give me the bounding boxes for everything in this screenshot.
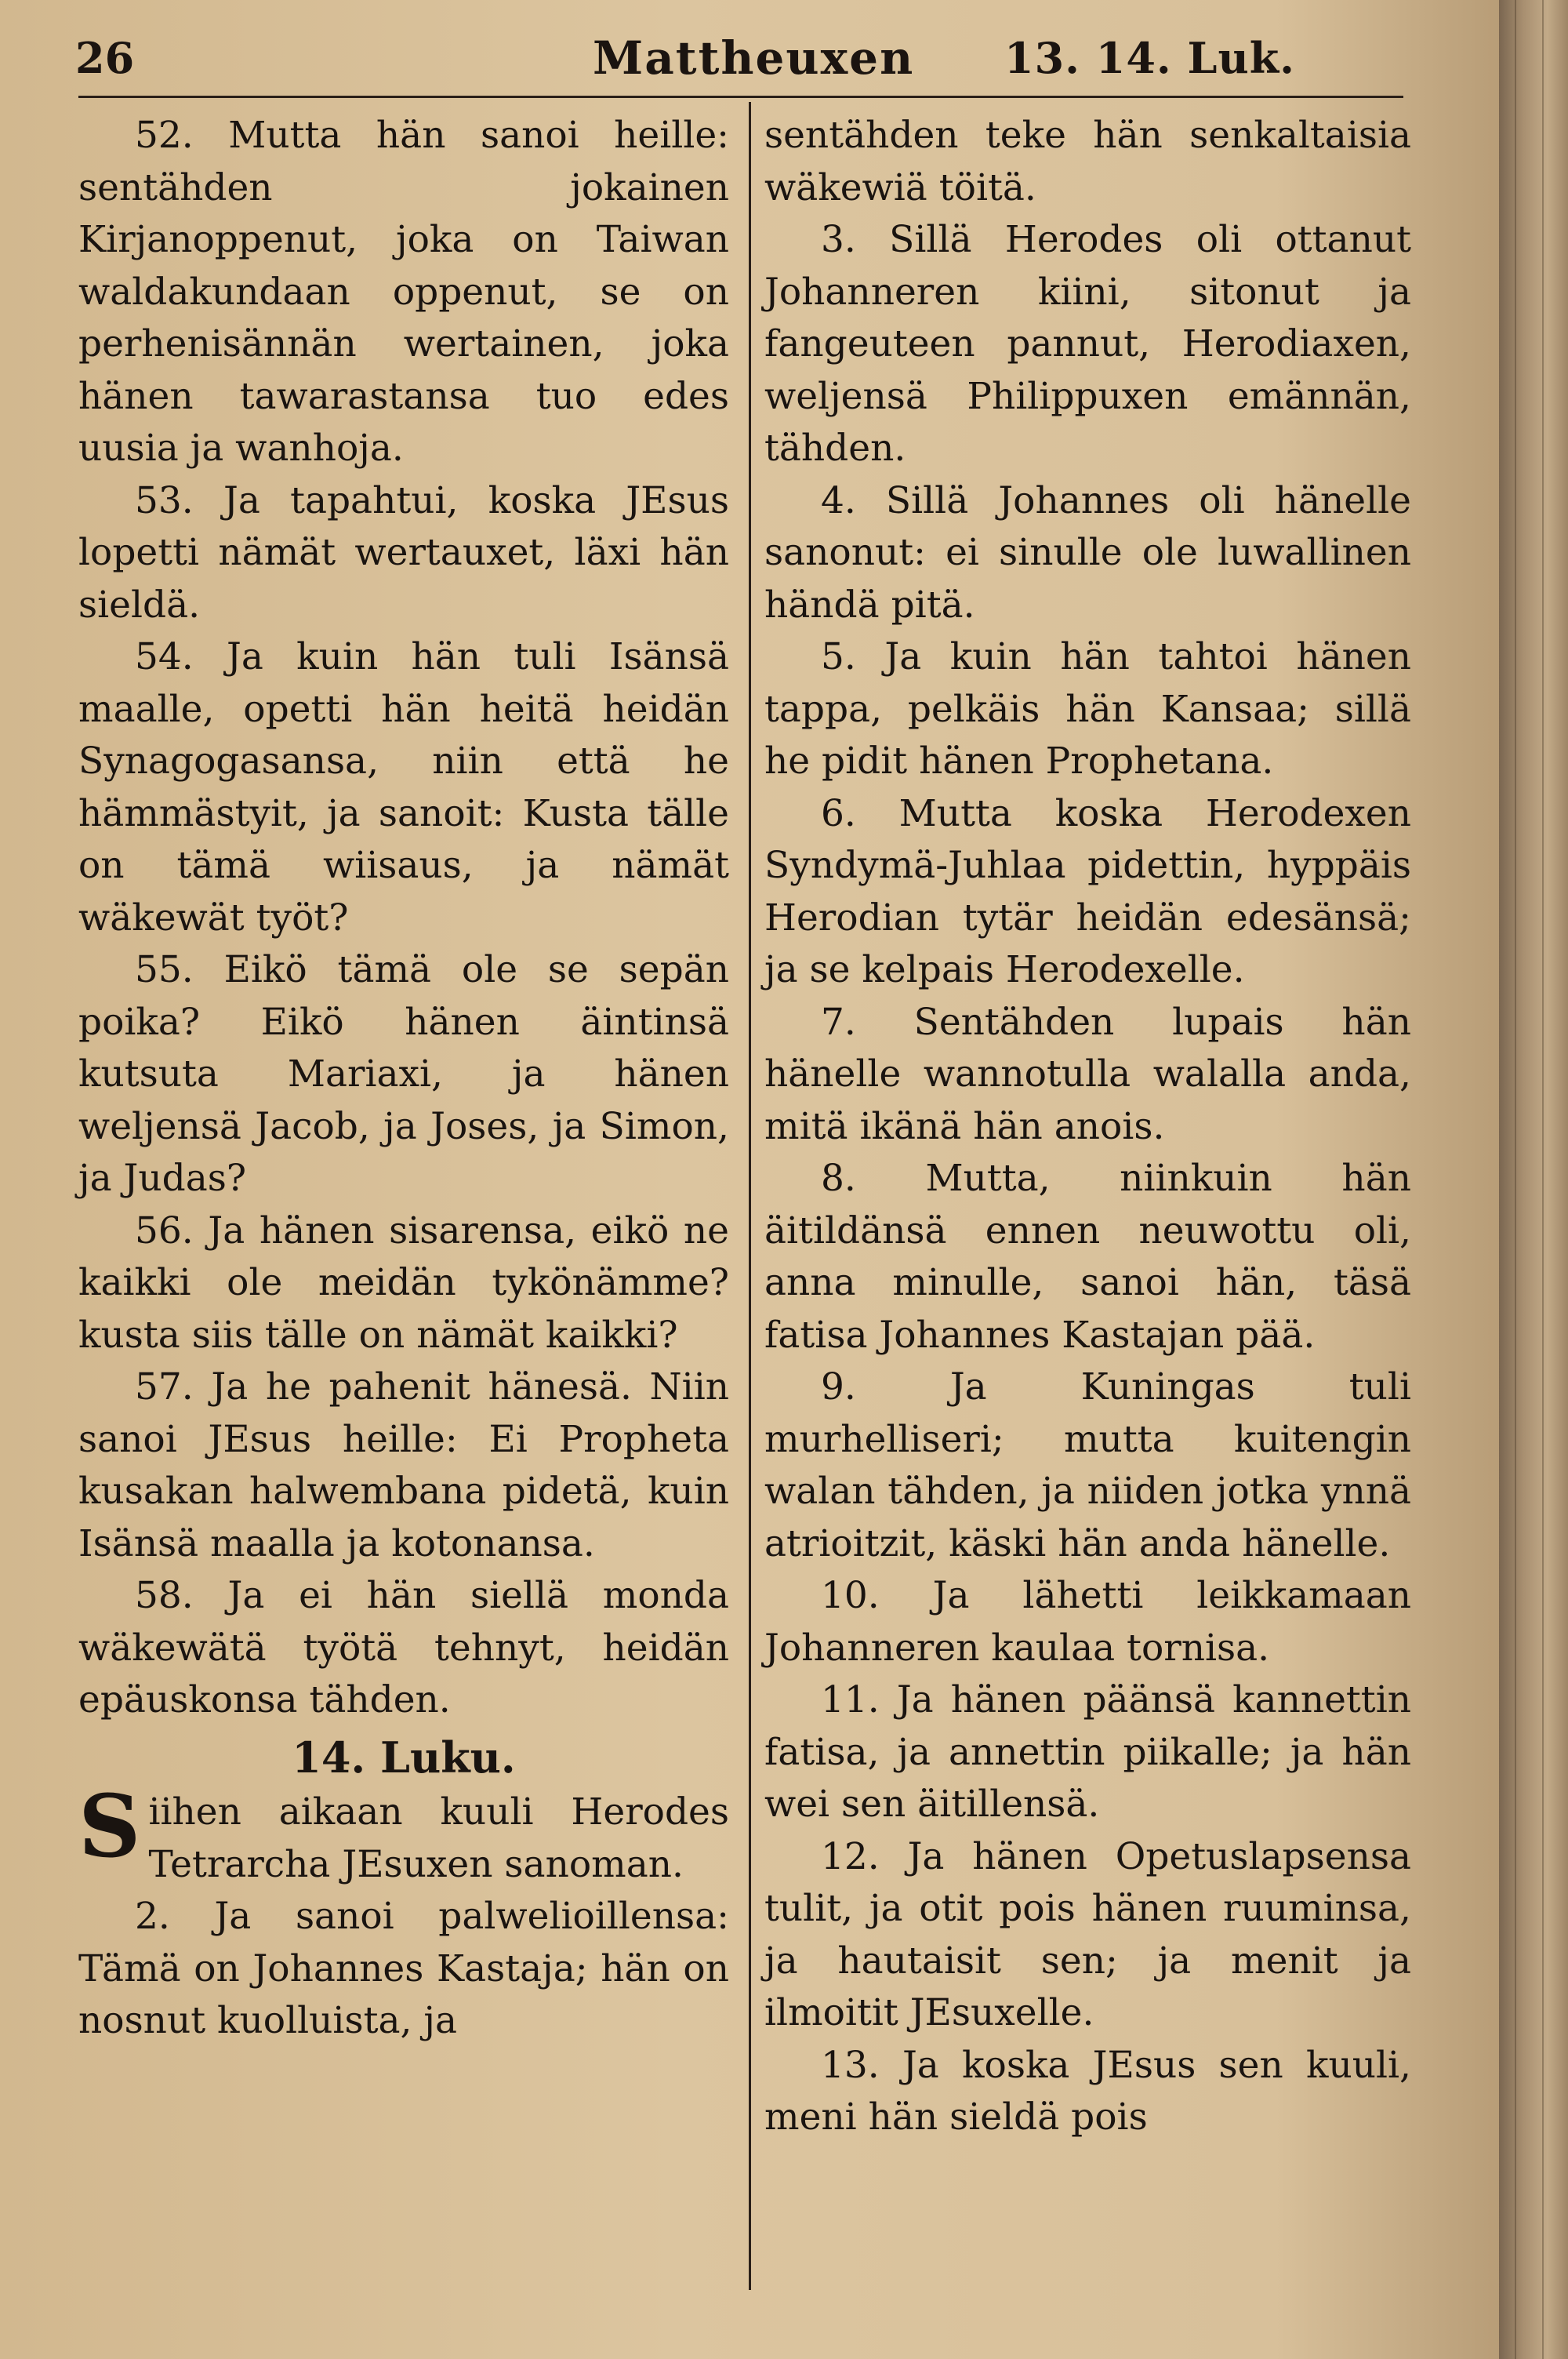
right-column: [764, 110, 1411, 2144]
chapter-opening: [78, 1776, 729, 1891]
verse: 52. Mutta hän sanoi heille: sentähden jokainen Kirjanoppenut, joka on Taiwan waldakundaan oppenut, se on perhenisännän wertainen, joka hänen tawarastansa tuo edes uusia ja wanhoja.: [78, 114, 729, 470]
left-column: [78, 110, 729, 2048]
verse: 4. Sillä Johannes oli hänelle sanonut: ei sinulle ole luwallinen händä pitä.: [764, 478, 1411, 627]
verse: 13. Ja koska JEsus sen kuuli, meni hän sieldä pois: [764, 2043, 1411, 2139]
header-rule: [78, 96, 1403, 98]
verse: 2. Ja sanoi palwelioillensa: Tämä on Johannes Kastaja; hän on nosnut kuolluista, ja: [78, 1895, 729, 2042]
drop-cap: S: [78, 1776, 141, 1877]
verse: 54. Ja kuin hän tuli Isänsä maalle, opetti hän heitä heidän Synagogasansa, niin että he hämmästyit, ja sanoit: Kusta tälle on tämä wiisaus, ja nämät wäkewät työt?: [78, 635, 729, 940]
verse: 5. Ja kuin hän tahtoi hänen tappa, pelkäis hän Kansaa; sillä he pidit hänen Prophetana.: [764, 635, 1411, 783]
verse: 7. Sentähden lupais hän hänelle wannotulla walalla anda, mitä ikänä hän anois.: [764, 1000, 1411, 1148]
verse: 10. Ja lähetti leikkamaan Johanneren kaulaa tornisa.: [764, 1574, 1411, 1670]
verse: 8. Mutta, niinkuin hän äitildänsä ennen neuwottu oli, anna minulle, sanoi hän, täsä fatisa Johannes Kastajan pää.: [764, 1157, 1411, 1357]
running-title: Mattheuxen: [593, 31, 915, 85]
verse: 9. Ja Kuningas tuli murhelliseri; mutta kuitengin walan tähden, ja niiden jotka ynnä atrioitzit, käski hän anda hänelle.: [764, 1365, 1411, 1565]
chapter-heading: 14. Luku.: [292, 1732, 516, 1783]
verse: 58. Ja ei hän siellä monda wäkewätä työtä tehnyt, heidän epäuskonsa tähden.: [78, 1574, 729, 1721]
column-divider: [749, 102, 751, 2290]
verse: 11. Ja hänen päänsä kannettin fatisa, ja annettin piikalle; ja hän wei sen äitillensä.: [764, 1678, 1411, 1826]
page-header: [75, 24, 1392, 86]
verse: 56. Ja hänen sisarensa, eikö ne kaikki ole meidän tykönämme? kusta siis tälle on nämät kaikki?: [78, 1209, 729, 1357]
verse: 53. Ja tapahtui, koska JEsus lopetti nämät wertauxet, läxi hän sieldä.: [78, 478, 729, 627]
edge-shadow: [1515, 0, 1516, 2359]
edge-shadow: [1542, 0, 1544, 2359]
verse-continuation: sentähden teke hän senkaltaisia wäkewiä töitä.: [764, 114, 1411, 209]
verse: 12. Ja hänen Opetuslapsensa tulit, ja otit pois hänen ruuminsa, ja hautaisit sen; ja menit ja ilmoitit JEsuxelle.: [764, 1834, 1411, 2034]
verse: 6. Mutta koska Herodexen Syndymä-Juhlaa pidettin, hyppäis Herodian tytär heidän edesänsä; ja se kelpais Herodexelle.: [764, 791, 1411, 991]
chapter-reference: 13. 14. Luk.: [1004, 33, 1295, 83]
facing-page-edge: [1499, 0, 1568, 2359]
verse: 57. Ja he pahenit hänesä. Niin sanoi JEsus heille: Ei Propheta kusakan halwembana pidetä, kuin Isänsä maalla ja kotonansa.: [78, 1365, 729, 1565]
verse: 55. Eikö tämä ole se sepän poika? Eikö hänen äintinsä kutsuta Mariaxi, ja hänen weljensä Jacob, ja Joses, ja Simon, ja Judas?: [78, 948, 729, 1200]
page-number: 26: [75, 33, 135, 83]
verse: 3. Sillä Herodes oli ottanut Johanneren kiini, sitonut ja fangeuteen pannut, Herodiaxen, weljensä Philippuxen emännän, tähden.: [764, 218, 1411, 470]
opening-text: iihen aikaan kuuli Herodes Tetrarcha JEsuxen sanoman.: [148, 1790, 729, 1886]
